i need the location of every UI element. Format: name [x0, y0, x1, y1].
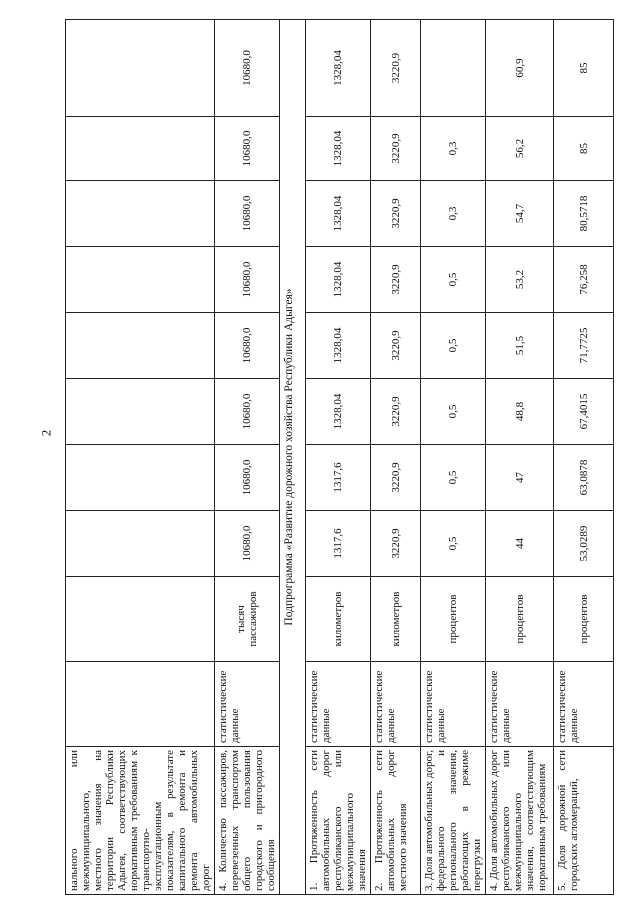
year-value: 53,0289 [554, 511, 614, 577]
indicator-row [215, 20, 280, 895]
year-value: 1328,04 [306, 117, 371, 181]
year-value: 85 [554, 117, 614, 181]
subprogram-row [280, 20, 306, 895]
year-value: 0,5 [421, 313, 486, 379]
indicator-row [306, 20, 371, 895]
year-value: 10680,0 [215, 117, 280, 181]
year-value: 0,3 [421, 181, 486, 247]
year-value: 3220,9 [371, 117, 421, 181]
year-value: 10680,0 [215, 379, 280, 445]
page-number: 2 [38, 429, 54, 437]
indicator-name: 4. Количество пассажиров, перевезенных транспортом общего пользования городского и пригородного сообщения [215, 747, 280, 895]
data-source: статистические данные [306, 662, 371, 747]
empty-cell [66, 247, 215, 313]
year-value: 3220,9 [371, 511, 421, 577]
empty-cell [66, 577, 215, 662]
year-value: 10680,0 [215, 181, 280, 247]
rotated-page [65, 20, 595, 895]
empty-cell [66, 445, 215, 511]
year-value: 56,2 [486, 117, 554, 181]
empty-cell [66, 20, 215, 117]
year-value: 47 [486, 445, 554, 511]
indicator-row [371, 20, 421, 895]
year-value: 3220,9 [371, 313, 421, 379]
empty-cell [66, 379, 215, 445]
indicator-name: 5. Доля дорожной сети городских агломераций, [554, 747, 614, 895]
indicator-name: 1. Протяженность сети автомобильных дорог республиканского или межмуниципального значения [306, 747, 371, 895]
year-value: 0,5 [421, 379, 486, 445]
indicator-row [554, 20, 614, 895]
continuation-cell: нального или межмуниципального, местного значения на территории Республики Адыгея, соответствующих нормативным требованиям к транспортно-эксплуатационным показателям, в результате капитального ремонта и ремонта автомобильных дорог [66, 747, 215, 895]
year-value: 67,4015 [554, 379, 614, 445]
year-value: 63,0878 [554, 445, 614, 511]
year-value: 1328,04 [306, 379, 371, 445]
year-value: 10680,0 [215, 445, 280, 511]
year-value: 53,2 [486, 247, 554, 313]
table-body [66, 20, 614, 895]
year-value: 48,8 [486, 379, 554, 445]
unit-of-measure: процентов [554, 577, 614, 662]
year-value: 1317,6 [306, 445, 371, 511]
year-value: 10680,0 [215, 313, 280, 379]
year-value: 80,5718 [554, 181, 614, 247]
subprogram-title: Подпрограмма «Развитие дорожного хозяйства Республики Адыгея» [280, 20, 306, 895]
indicators-sheet [65, 20, 595, 895]
indicator-name: 4. Доля автомобильных дорог республиканского или межмуниципального значения, соответствующим нормативным требованиям [486, 747, 554, 895]
year-value: 3220,9 [371, 20, 421, 117]
year-value: 1328,04 [306, 20, 371, 117]
empty-cell [66, 117, 215, 181]
data-source: статистические данные [486, 662, 554, 747]
year-value: 44 [486, 511, 554, 577]
year-value: 10680,0 [215, 247, 280, 313]
year-value: 76,258 [554, 247, 614, 313]
year-value: 3220,9 [371, 379, 421, 445]
year-value: 10680,0 [215, 511, 280, 577]
year-value: 0,5 [421, 247, 486, 313]
year-value: 51,5 [486, 313, 554, 379]
year-value: 0,5 [421, 445, 486, 511]
empty-cell [66, 181, 215, 247]
indicator-name: 2. Протяженность сети автомобильных дорог местного значения [371, 747, 421, 895]
year-value: 1328,04 [306, 247, 371, 313]
unit-of-measure: процентов [421, 577, 486, 662]
continuation-row [66, 20, 215, 895]
unit-of-measure: километров [306, 577, 371, 662]
empty-cell [66, 313, 215, 379]
year-value: 1328,04 [306, 313, 371, 379]
data-source: статистические данные [554, 662, 614, 747]
empty-cell [66, 511, 215, 577]
year-value: 1317,6 [306, 511, 371, 577]
indicators-table [65, 19, 614, 895]
year-value: 85 [554, 20, 614, 117]
unit-of-measure: тысяч пассажиров [215, 577, 280, 662]
data-source: статистические данные [421, 662, 486, 747]
empty-cell [66, 662, 215, 747]
unit-of-measure: километров [371, 577, 421, 662]
year-value: 71,7725 [554, 313, 614, 379]
year-value: 0,5 [421, 511, 486, 577]
year-value: 54,7 [486, 181, 554, 247]
year-value [421, 20, 486, 117]
year-value: 1328,04 [306, 181, 371, 247]
data-source: статистические данные [215, 662, 280, 747]
indicator-row [421, 20, 486, 895]
year-value: 60,9 [486, 20, 554, 117]
indicator-name: 3. Доля автомобильных дорог, федерального и регионального значения, работающих в режиме перегрузки [421, 747, 486, 895]
indicator-row [486, 20, 554, 895]
year-value: 3220,9 [371, 445, 421, 511]
year-value: 10680,0 [215, 20, 280, 117]
year-value: 0,3 [421, 117, 486, 181]
data-source: статистические данные [371, 662, 421, 747]
year-value: 3220,9 [371, 181, 421, 247]
unit-of-measure: процентов [486, 577, 554, 662]
year-value: 3220,9 [371, 247, 421, 313]
